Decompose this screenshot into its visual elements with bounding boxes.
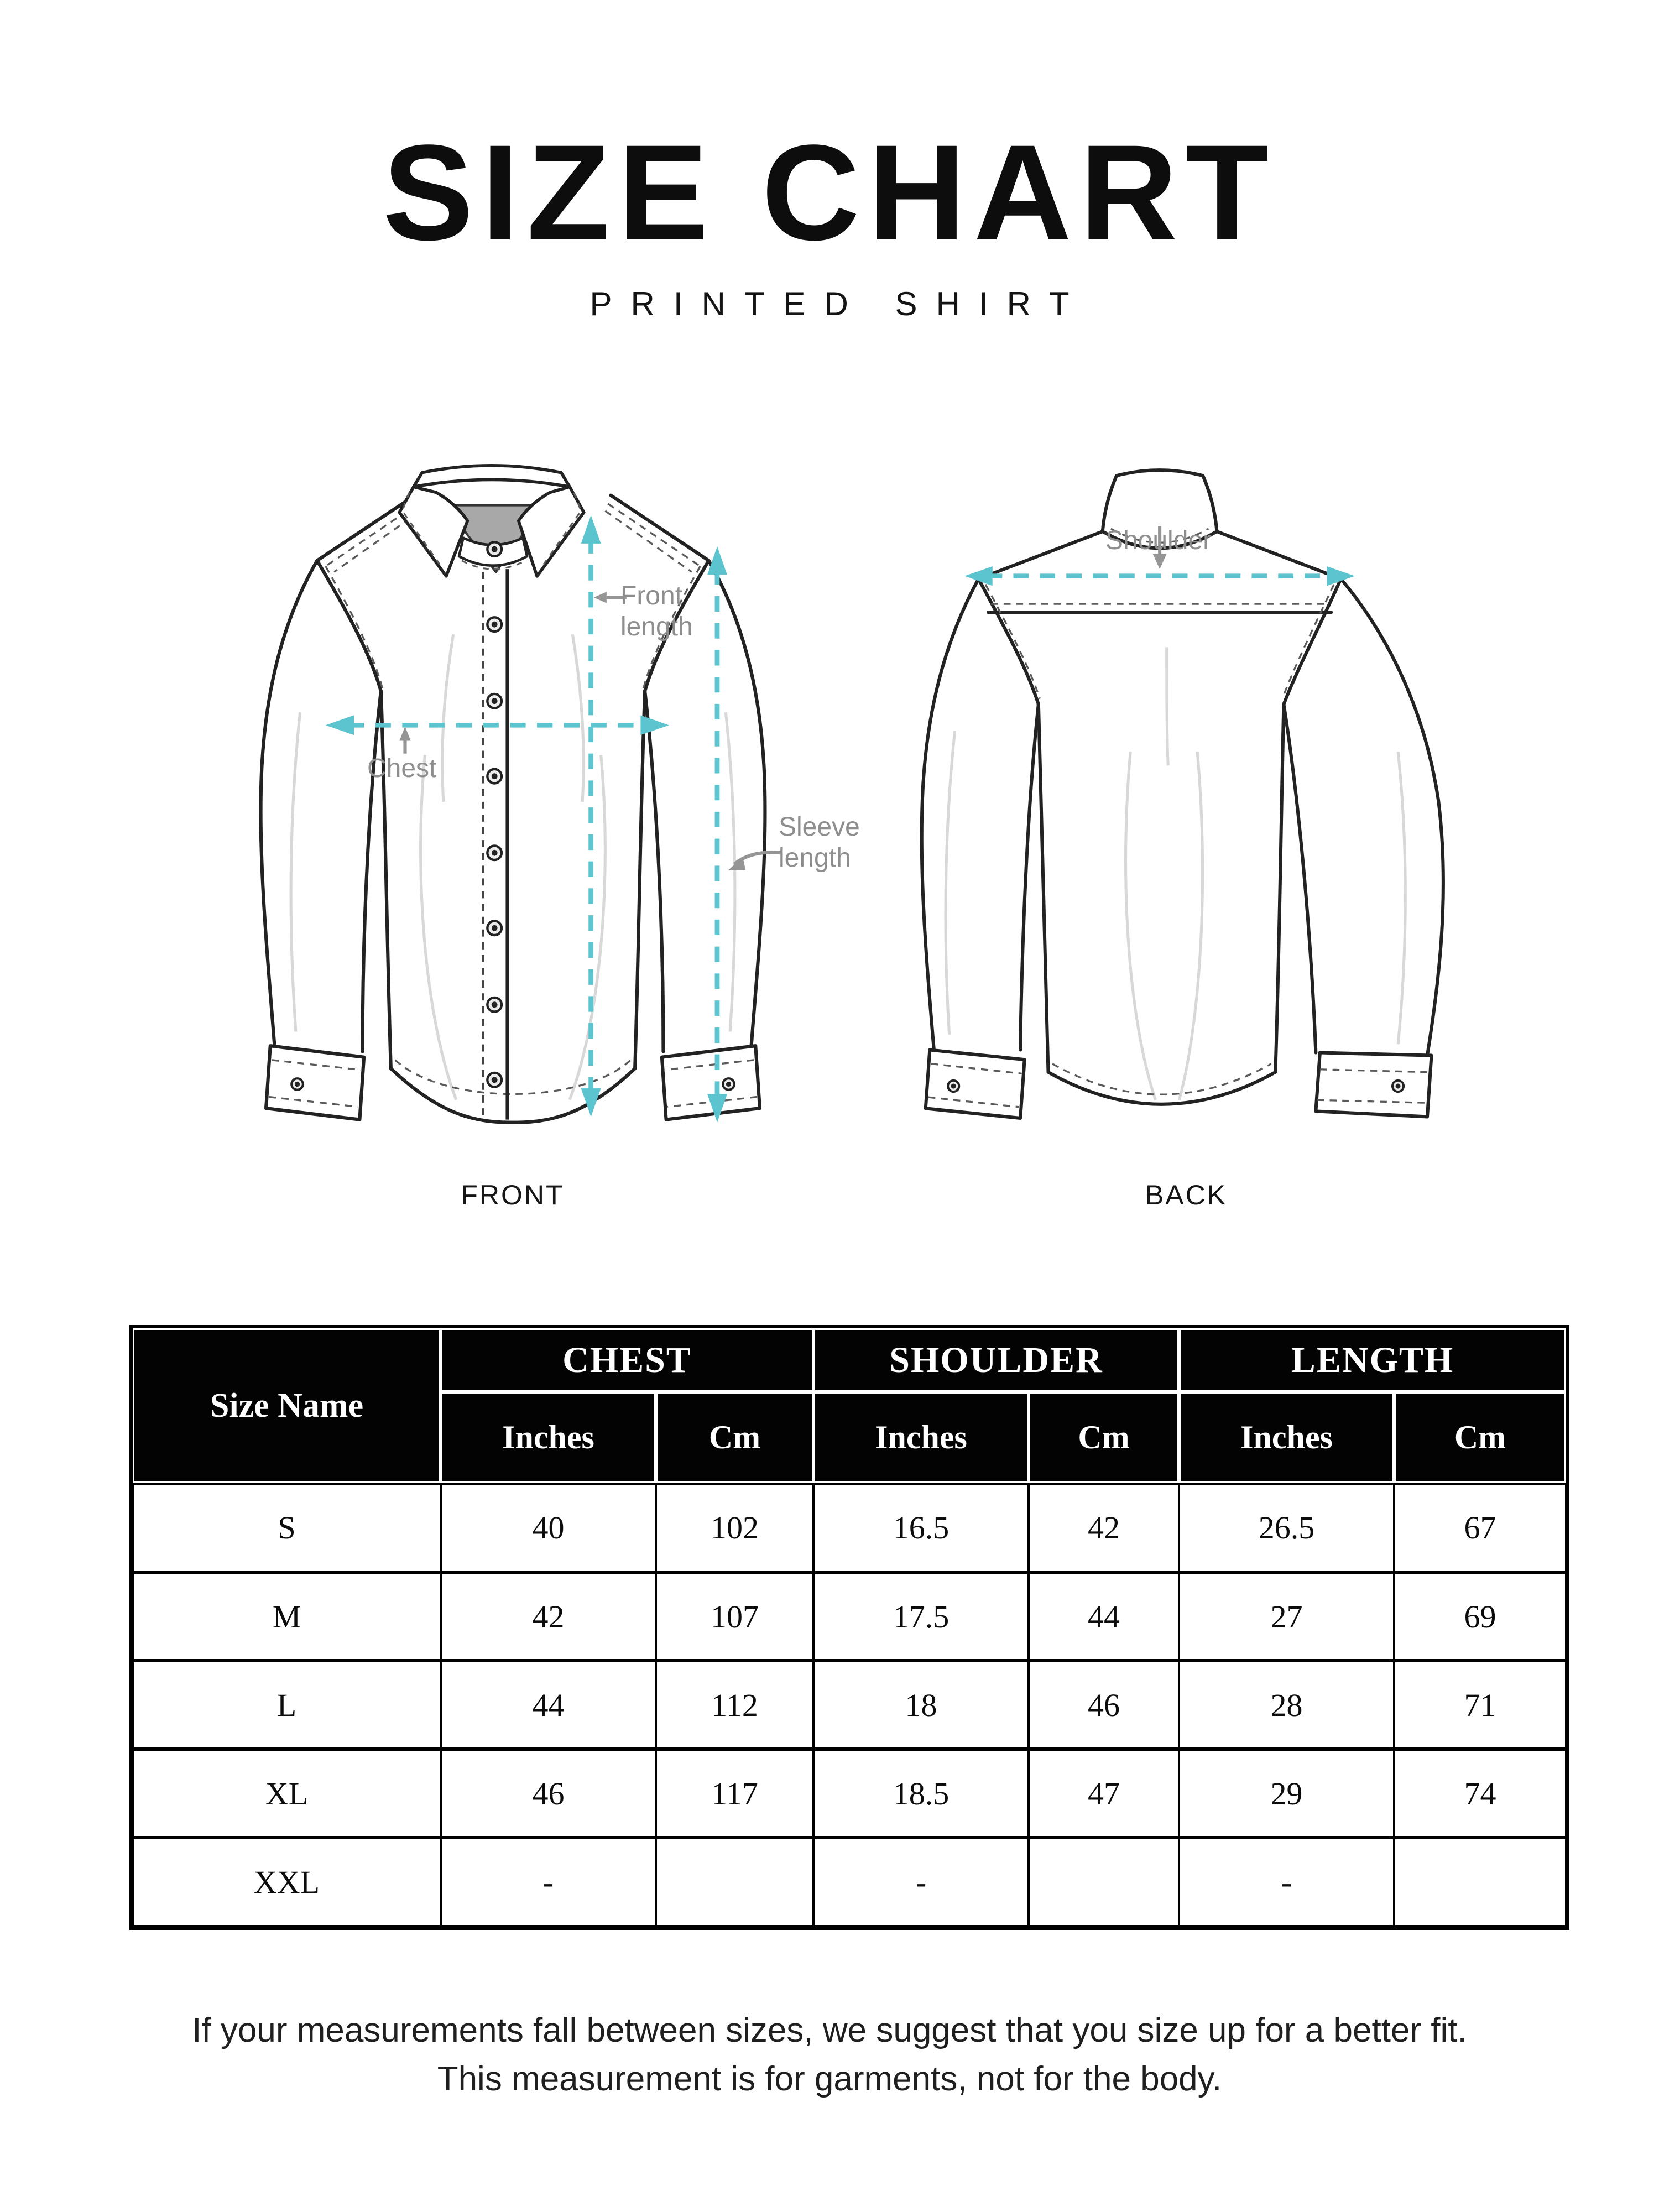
size-table: [129, 1325, 1569, 1930]
table-row-size: M: [133, 1572, 441, 1661]
front-placket: [483, 569, 508, 1120]
table-cell: 67: [1394, 1483, 1566, 1572]
button: [487, 542, 502, 556]
back-fold-lines: [946, 647, 1405, 1100]
cuff-button: [1392, 1081, 1404, 1092]
table-header-unit: Cm: [1029, 1392, 1179, 1483]
table-cell: 46: [1029, 1661, 1179, 1749]
table-cell: 102: [656, 1483, 813, 1572]
table-row-size: S: [133, 1483, 441, 1572]
table-header-unit: Inches: [1179, 1392, 1394, 1483]
page-subtitle: PRINTED SHIRT: [589, 285, 1088, 322]
table-row-size: XL: [133, 1749, 441, 1838]
table-cell: 107: [656, 1572, 813, 1661]
button: [487, 921, 502, 935]
back-outline: [922, 470, 1443, 1118]
sleeve-length-label: Sleeve length: [779, 812, 860, 873]
table-cell: 16.5: [813, 1483, 1029, 1572]
back-stitch-lines: [928, 529, 1429, 1107]
table-cell: 18.5: [813, 1749, 1029, 1838]
table-cell: 74: [1394, 1749, 1566, 1838]
fit-note-line1: If your measurements fall between sizes, we suggest that you size up for a better fit.: [192, 2011, 1467, 2049]
table-cell: -: [441, 1838, 656, 1927]
table-cell: 112: [656, 1661, 813, 1749]
table-header-unit: Cm: [1394, 1392, 1566, 1483]
table-cell: [1029, 1838, 1179, 1927]
table-header-shoulder: SHOULDER: [813, 1328, 1179, 1392]
back-shirt-drawing: [896, 459, 1477, 1156]
table-cell: -: [1179, 1838, 1394, 1927]
table-cell: 17.5: [813, 1572, 1029, 1661]
button: [487, 1073, 502, 1087]
front-view-caption: FRONT: [461, 1180, 565, 1211]
button: [487, 998, 502, 1012]
table-cell: -: [813, 1838, 1029, 1927]
table-cell: 40: [441, 1483, 656, 1572]
table-header-size-name: Size Name: [133, 1328, 441, 1483]
table-cell: 117: [656, 1749, 813, 1838]
table-cell: 29: [1179, 1749, 1394, 1838]
table-cell: 42: [1029, 1483, 1179, 1572]
table-cell: 26.5: [1179, 1483, 1394, 1572]
table-header-chest: CHEST: [441, 1328, 813, 1392]
fit-note: [0, 2006, 1659, 2104]
table-header-unit: Inches: [441, 1392, 656, 1483]
table-header-unit: Inches: [813, 1392, 1029, 1483]
table-header-length: LENGTH: [1179, 1328, 1566, 1392]
cuff-button: [948, 1081, 959, 1092]
fit-note-line2: This measurement is for garments, not for the body.: [437, 2060, 1222, 2099]
table-cell: 28: [1179, 1661, 1394, 1749]
cuff-button: [291, 1078, 303, 1090]
button: [487, 846, 502, 860]
front-fold-lines: [291, 634, 735, 1100]
button: [487, 694, 502, 708]
table-cell: 18: [813, 1661, 1029, 1749]
front-shirt-drawing: [243, 448, 782, 1161]
table-row-size: XXL: [133, 1838, 441, 1927]
table-cell: 71: [1394, 1661, 1566, 1749]
cuff-button: [723, 1078, 734, 1090]
table-cell: [1394, 1838, 1566, 1927]
button: [487, 769, 502, 784]
table-cell: [656, 1838, 813, 1927]
table-cell: 44: [441, 1661, 656, 1749]
front-length-label: Front length: [620, 581, 693, 641]
back-view-caption: BACK: [1145, 1180, 1228, 1211]
table-cell: 42: [441, 1572, 656, 1661]
table-cell: 47: [1029, 1749, 1179, 1838]
table-row-size: L: [133, 1661, 441, 1749]
table-cell: 27: [1179, 1572, 1394, 1661]
button: [487, 617, 502, 632]
table-header-unit: Cm: [656, 1392, 813, 1483]
front-collar: [399, 466, 584, 576]
table-cell: 44: [1029, 1572, 1179, 1661]
shoulder-label: Shoulder: [1105, 526, 1212, 555]
table-cell: 69: [1394, 1572, 1566, 1661]
table-cell: 46: [441, 1749, 656, 1838]
page-title: SIZE CHART: [383, 117, 1276, 269]
chest-label: Chest: [367, 754, 437, 783]
